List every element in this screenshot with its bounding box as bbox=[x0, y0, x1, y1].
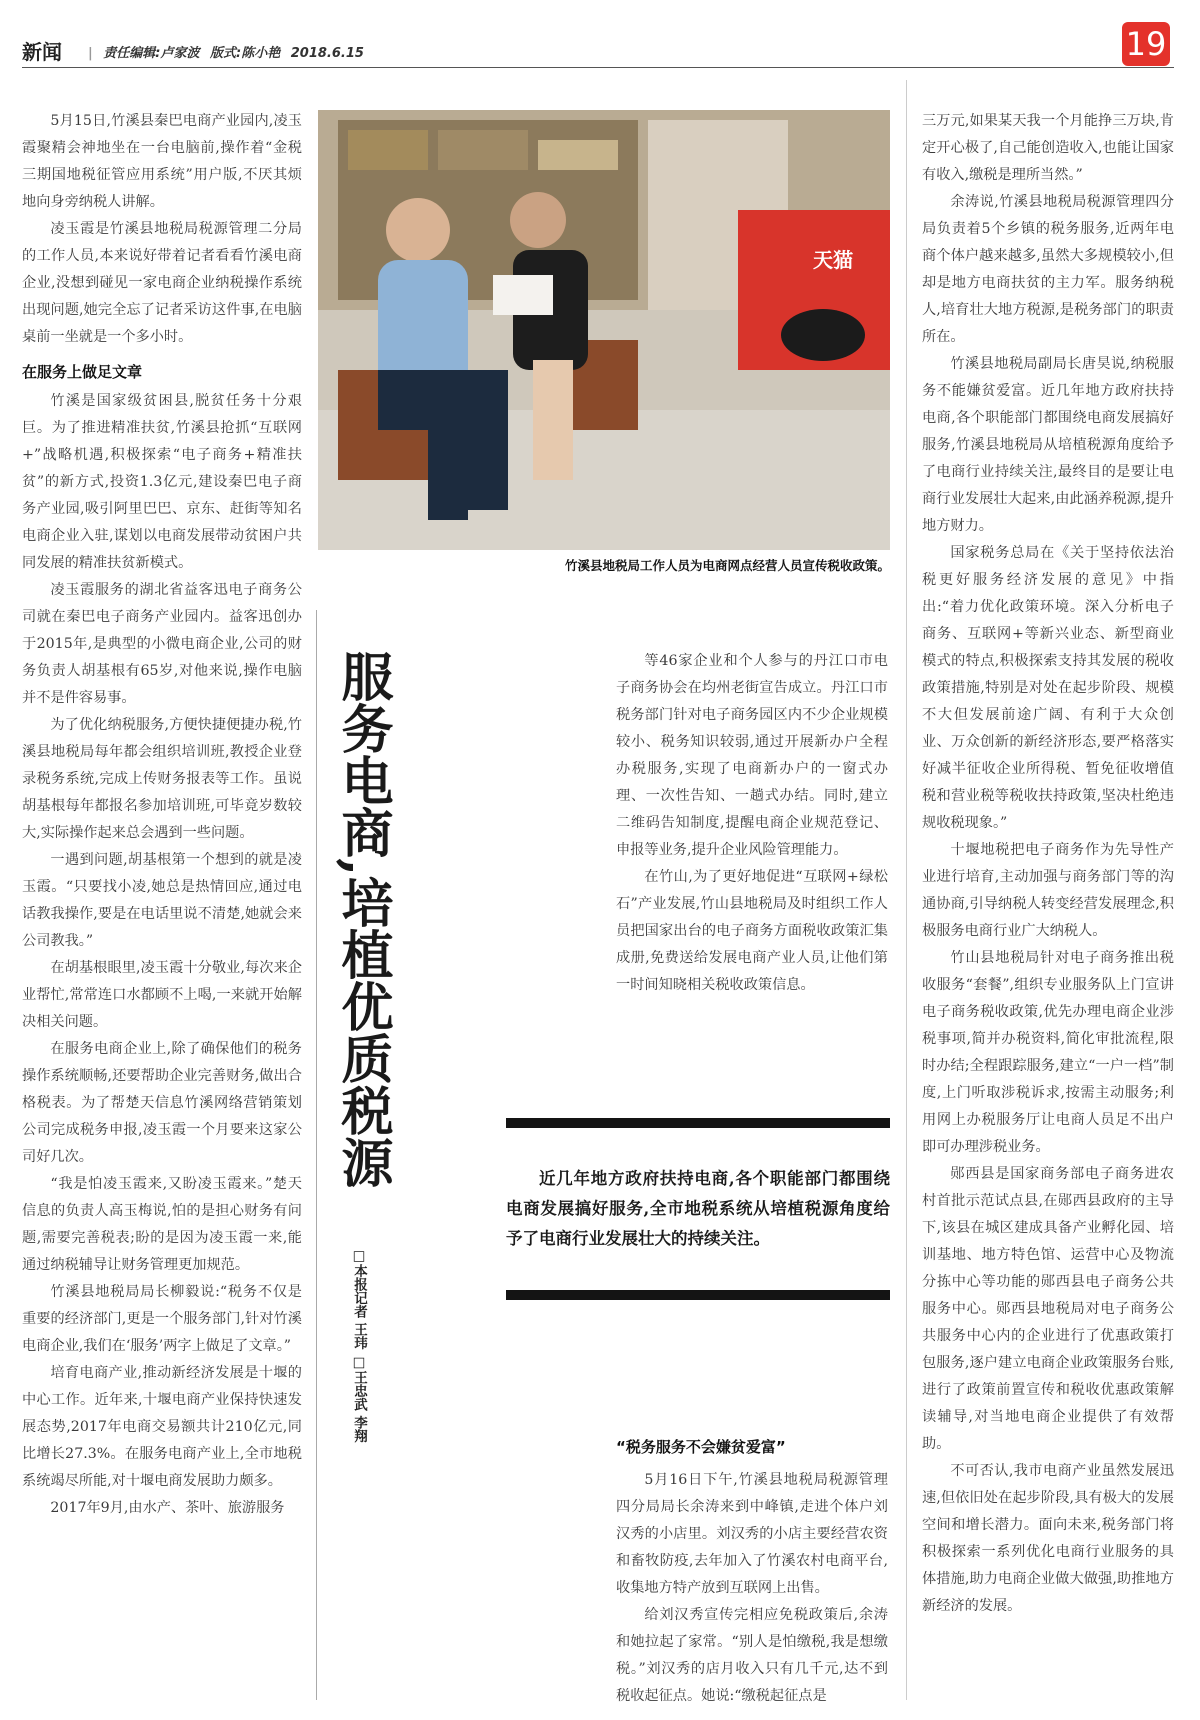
pull-quote-bottom-bar bbox=[506, 1290, 890, 1300]
paragraph: 在服务电商企业上,除了确保他们的税务操作系统顺畅,还要帮助企业完善财务,做出合格税表。为了帮楚天信息竹溪网络营销策划公司完成税务申报,凌玉霞一个月要来这家公司好几次。 bbox=[22, 1041, 302, 1165]
paragraph: 等46家企业和个人参与的丹江口市电子商务协会在均州老街宣告成立。丹江口市税务部门针对电子商务园区内不少企业规模较小、税务知识较弱,通过开展新办户全程办税服务,实现了电商新办户的一窗式办理、一次性告知、一趟式办结。同时,建立二维码告知制度,提醒电商企业规范登记、申报等业务,提升企业风险管理能力。 bbox=[616, 653, 888, 858]
paragraph: 在竹山,为了更好地促进“互联网+绿松石”产业发展,竹山县地税局及时组织工作人员把国家出台的电子商务方面税收政策汇集成册,免费送给发展电商产业人员,让他们第一时间知晓相关税收政策信息。 bbox=[616, 869, 888, 993]
article-column-4 bbox=[922, 108, 1174, 1620]
paragraph: 凌玉霞服务的湖北省益客迅电子商务公司就在秦巴电子商务产业园内。益客迅创办于2015年,是典型的小微电商企业,公司的财务负责人胡基根有65岁,对他来说,操作电脑并不是件容易事。 bbox=[22, 582, 302, 706]
paragraph: 为了优化纳税服务,方便快捷便捷办税,竹溪县地税局每年都会组织培训班,教授企业登录税务系统,完成上传财务报表等工作。虽说胡基根每年都报名参加培训班,可毕竟岁数较大,实际操作起来总会遇到一些问题。 bbox=[22, 717, 302, 841]
paragraph: 国家税务总局在《关于坚持依法治税更好服务经济发展的意见》中指出:“着力优化政策环境。深入分析电子商务、互联网+等新兴业态、新型商业模式的特点,积极探索支持其发展的税收政策措施,特别是对处在起步阶段、规模不大但发展前途广阔、有利于大众创业、万众创新的新经济形态,要严格落实好减半征收企业所得税、暂免征收增值税和营业税等税收扶持政策,坚决杜绝违规收税现象。” bbox=[922, 545, 1174, 831]
paragraph: 给刘汉秀宣传完相应免税政策后,余涛和她拉起了家常。“别人是怕缴税,我是想缴税。”刘汉秀的店月收入只有几千元,达不到税收起征点。她说:“缴税起征点是 bbox=[616, 1607, 888, 1704]
paragraph: 在胡基根眼里,凌玉霞十分敬业,每次来企业帮忙,常常连口水都顾不上喝,一来就开始解决相关问题。 bbox=[22, 960, 302, 1030]
paragraph: 培育电商产业,推动新经济发展是十堰的中心工作。近年来,十堰电商产业保持快速发展态势,2017年电商交易额共计210亿元,同比增长27.3%。在服务电商产业上,全市地税系统竭尽所能,对十堰电商发展助力颇多。 bbox=[22, 1365, 302, 1489]
pull-quote-top-bar bbox=[506, 1118, 890, 1128]
paragraph: 一遇到问题,胡基根第一个想到的就是凌玉霞。“只要找小凌,她总是热情回应,通过电话教我操作,要是在电话里说不清楚,她就会来公司教我。” bbox=[22, 852, 302, 949]
photo-caption: 竹溪县地税局工作人员为电商网点经营人员宣传税收政策。 bbox=[564, 558, 890, 573]
shop-sign-text: 天猫 bbox=[813, 248, 853, 272]
editor-credit: 责任编辑:卢家波 bbox=[103, 46, 200, 61]
page-number-badge: 19 bbox=[1122, 22, 1170, 66]
article-column-3 bbox=[616, 648, 888, 999]
paragraph: 竹溪县地税局局长柳毅说:“税务不仅是重要的经济部门,更是一个服务部门,针对竹溪电商企业,我们在‘服务’两字上做足了文章。” bbox=[22, 1284, 302, 1354]
paragraph: 5月15日,竹溪县秦巴电商产业园内,凌玉霞聚精会神地坐在一台电脑前,操作着“金税三期国地税征管应用系统”用户版,不厌其烦地向身旁纳税人讲解。 bbox=[22, 113, 302, 210]
article-photo bbox=[318, 110, 890, 550]
credits-line: | 责任编辑:卢家波 版式:陈小艳 2018.6.15 bbox=[88, 46, 364, 61]
paragraph: 不可否认,我市电商产业虽然发展迅速,但依旧处在起步阶段,具有极大的发展空间和增长潜力。面向未来,税务部门将积极探索一系列优化电商行业服务的具体措施,助力电商企业做大做强,助推地方新经济的发展。 bbox=[922, 1463, 1174, 1614]
header-divider bbox=[22, 67, 1174, 68]
section-title: 新闻 bbox=[22, 40, 62, 64]
column-divider bbox=[316, 610, 317, 1700]
paragraph: 5月16日下午,竹溪县地税局税源管理四分局局长余涛来到中峰镇,走进个体户刘汉秀的小店里。刘汉秀的小店主要经营农资和畜牧防疫,去年加入了竹溪农村电商平台,收集地方特产放到互联网上出售。 bbox=[616, 1472, 888, 1596]
paragraph: 十堰地税把电子商务作为先导性产业进行培育,主动加强与商务部门等的沟通协商,引导纳税人转变经营发展理念,积极服务电商行业广大纳税人。 bbox=[922, 842, 1174, 939]
article-byline: □本报记者 王玮 □王忠武 李翔 bbox=[351, 1248, 367, 1443]
issue-date: 2018.6.15 bbox=[290, 46, 364, 61]
subheading: 在服务上做足文章 bbox=[22, 363, 143, 381]
layout-credit: 版式:陈小艳 bbox=[210, 46, 281, 61]
paragraph: 余涛说,竹溪县地税局税源管理四分局负责着5个乡镇的税务服务,近两年电商个体户越来越多,虽然大多规模较小,但却是地方电商扶贫的主力军。服务纳税人,培育壮大地方税源,是税务部门的职责所在。 bbox=[922, 194, 1174, 345]
paragraph: 2017年9月,由水产、茶叶、旅游服务 bbox=[50, 1500, 285, 1516]
paragraph: “我是怕凌玉霞来,又盼凌玉霞来。”楚天信息的负责人高玉梅说,怕的是担心财务有问题,需要完善税表;盼的是因为凌玉霞一来,能通过纳税辅导让财务管理更加规范。 bbox=[22, 1176, 302, 1273]
column-divider-right bbox=[906, 80, 907, 1700]
article-column-3-lower bbox=[616, 1434, 888, 1710]
paragraph: 凌玉霞是竹溪县地税局税源管理二分局的工作人员,本来说好带着记者看看竹溪电商企业,没想到碰见一家电商企业纳税操作系统出现问题,她完全忘了记者采访这件事,在电脑桌前一坐就是一个多小时。 bbox=[22, 221, 302, 345]
paragraph: 三万元,如果某天我一个月能挣三万块,肯定开心极了,自己能创造收入,也能让国家有收入,缴税是理所当然。” bbox=[922, 113, 1174, 183]
paragraph: 竹溪是国家级贫困县,脱贫任务十分艰巨。为了推进精准扶贫,竹溪县抢抓“互联网+”战略机遇,积极探索“电子商务+精准扶贫”的新方式,投资1.3亿元,建设秦巴电子商务产业园,吸引阿里巴巴、京东、赶街等知名电商企业入驻,谋划以电商发展带动贫困户共同发展的精准扶贫新模式。 bbox=[22, 393, 302, 571]
pull-quote: 近几年地方政府扶持电商,各个职能部门都围绕电商发展搞好服务,全市地税系统从培植税源角度给予了电商行业发展壮大的持续关注。 bbox=[506, 1169, 890, 1248]
page-header bbox=[22, 25, 1172, 70]
photo-illustration bbox=[318, 110, 890, 550]
paragraph: 竹山县地税局针对电子商务推出税收服务“套餐”,组织专业服务队上门宣讲电子商务税收政策,优先办理电商企业涉税事项,简并办税资料,简化审批流程,限时办结;全程跟踪服务,建立“一户一档”制度,上门听取涉税诉求,按需主动服务;利用网上办税服务厅让电商人员足不出户即可办理涉税业务。 bbox=[922, 950, 1174, 1155]
article-column-1 bbox=[22, 108, 302, 1522]
article-headline: 服务电商,培植优质税源 bbox=[332, 650, 393, 1189]
subheading: “税务服务不会嫌贫爱富” bbox=[616, 1438, 786, 1456]
paragraph: 郧西县是国家商务部电子商务进农村首批示范试点县,在郧西县政府的主导下,该县在城区建成具备产业孵化园、培训基地、地方特色馆、运营中心及物流分拣中心等功能的郧西县电子商务公共服务中心。郧西县地税局对电子商务公共服务中心内的企业进行了优惠政策打包服务,逐户建立电商企业政策服务台账,进行了政策前置宣传和税收优惠政策解读辅导,对当地电商企业提供了有效帮助。 bbox=[922, 1166, 1174, 1452]
paragraph: 竹溪县地税局副局长唐昊说,纳税服务不能嫌贫爱富。近几年地方政府扶持电商,各个职能部门都围绕电商发展搞好服务,竹溪县地税局从培植税源角度给予了电商行业持续关注,最终目的是要让电商行业发展壮大起来,由此涵养税源,提升地方财力。 bbox=[922, 356, 1174, 534]
